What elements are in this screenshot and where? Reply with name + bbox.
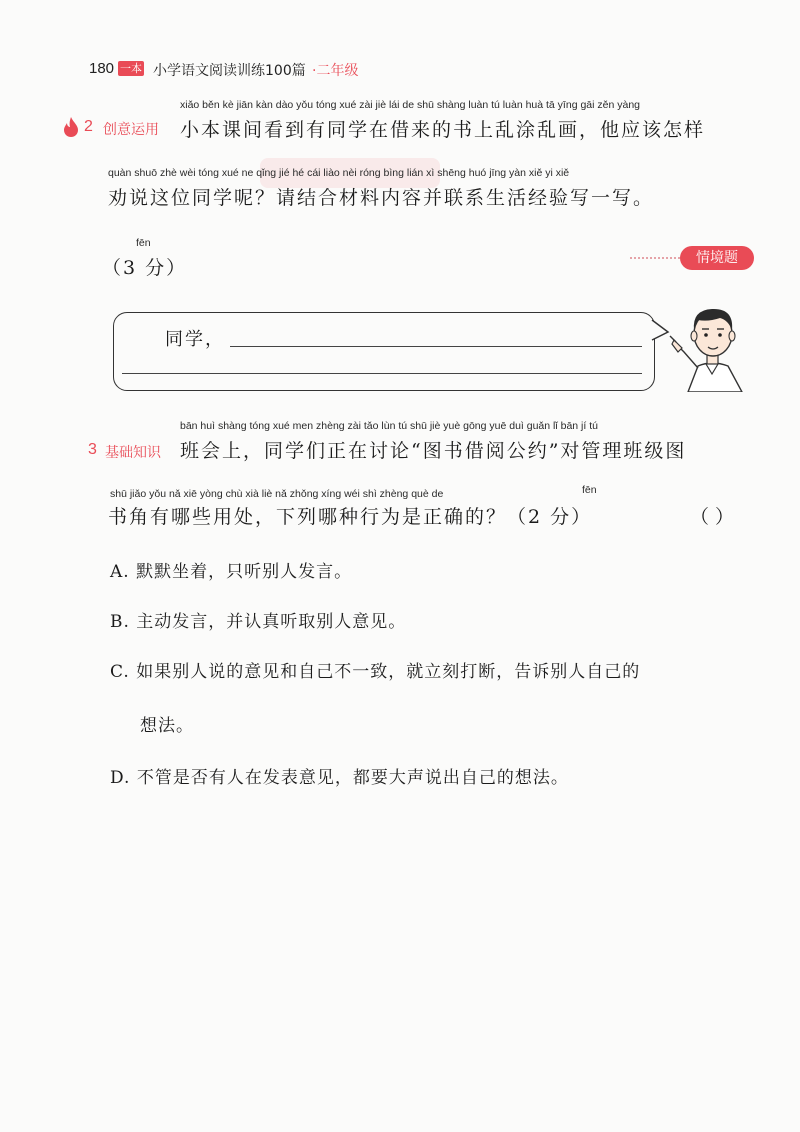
q3-text-line1: 班会上，同学们正在讨论“图书借阅公约”对管理班级图 bbox=[180, 440, 687, 462]
q2-score: （3 分） bbox=[102, 257, 188, 279]
q3-tag: 基础知识 bbox=[105, 445, 161, 461]
situation-badge: 情境题 bbox=[680, 246, 754, 270]
option-a[interactable]: A. 默默坐着，只听别人发言。 bbox=[110, 562, 353, 582]
q2-number: 2 bbox=[84, 118, 93, 135]
q2-pinyin-line2: quàn shuō zhè wèi tóng xué ne qǐng jié hé cái liào nèi róng bìng lián xì shēng huó jīng yàn xiě yi xiě bbox=[108, 167, 570, 179]
option-c-continued: 想法。 bbox=[140, 716, 194, 736]
answer-bracket[interactable]: （ ） bbox=[690, 506, 735, 528]
book-title: 小学语文阅读训练100篇 bbox=[153, 63, 306, 79]
answer-line-2[interactable] bbox=[122, 373, 642, 374]
q2-pinyin-line1: xiǎo běn kè jiān kàn dào yǒu tóng xué zài jiè lái de shū shàng luàn tú luàn huà tā yīng gāi zěn yàng bbox=[180, 99, 640, 111]
q3-pinyin-line1: bān huì shàng tóng xué men zhèng zài tǎo lùn tú shū jiè yuè gōng yuē duì guǎn lǐ bān jí tú bbox=[180, 420, 598, 432]
boy-illustration bbox=[662, 296, 762, 392]
option-c[interactable]: C. 如果别人说的意见和自己不一致，就立刻打断，告诉别人自己的 bbox=[110, 662, 641, 682]
q2-text-line1: 小本课间看到有同学在借来的书上乱涂乱画，他应该怎样 bbox=[180, 119, 706, 141]
speech-answer-box[interactable] bbox=[113, 312, 655, 391]
speech-prefix: 同学， bbox=[165, 329, 225, 350]
q3-pinyin-line2: shū jiǎo yǒu nǎ xiē yòng chù xià liè nǎ zhǒng xíng wéi shì zhèng què de bbox=[110, 488, 444, 500]
q3-text-line2: 书角有哪些用处，下列哪种行为是正确的？（2 分） bbox=[108, 506, 593, 528]
q3-pinyin-fen: fēn bbox=[582, 484, 597, 496]
brand-logo: 一本 bbox=[120, 62, 142, 75]
badge-connector bbox=[630, 257, 680, 259]
grade-label: ·二年级 bbox=[312, 63, 359, 79]
q3-number: 3 bbox=[88, 441, 97, 458]
answer-line-1[interactable] bbox=[230, 346, 642, 347]
q2-text-line2: 劝说这位同学呢？请结合材料内容并联系生活经验写一写。 bbox=[108, 187, 655, 209]
option-d[interactable]: D. 不管是否有人在发表意见，都要大声说出自己的想法。 bbox=[110, 768, 569, 788]
page-number: 180 bbox=[89, 60, 115, 77]
option-b[interactable]: B. 主动发言，并认真听取别人意见。 bbox=[110, 612, 407, 632]
q2-pinyin-line3: fēn bbox=[136, 237, 151, 249]
q2-tag: 创意运用 bbox=[103, 122, 159, 138]
flame-icon bbox=[63, 117, 79, 137]
